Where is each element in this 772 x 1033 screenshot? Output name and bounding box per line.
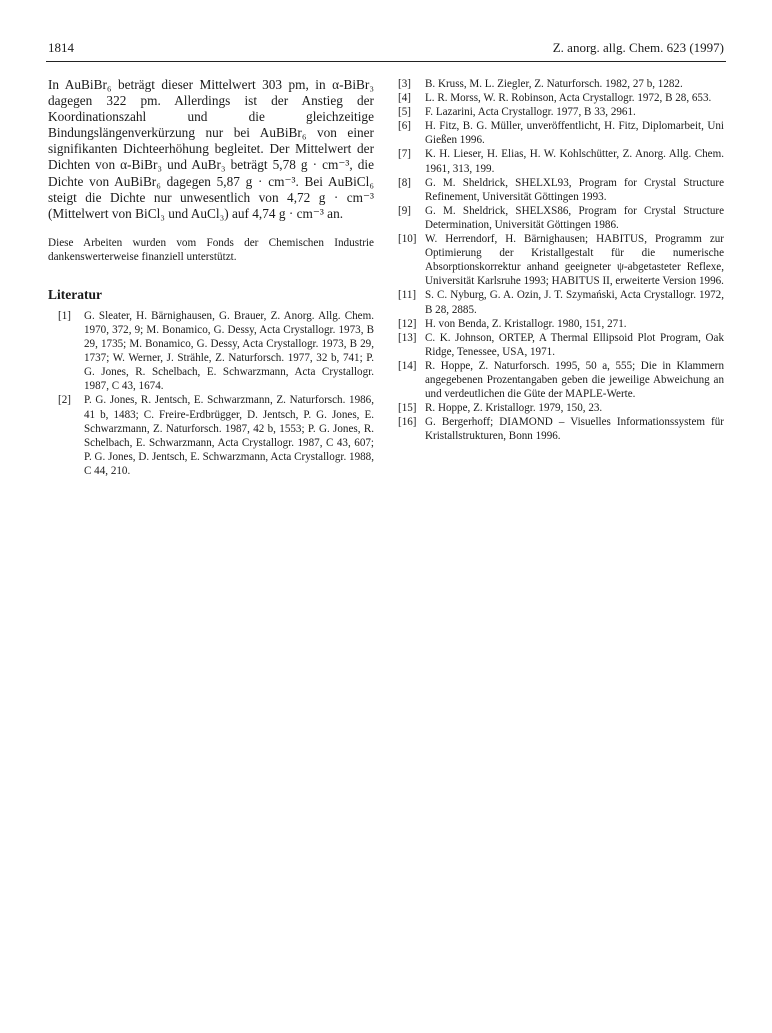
reference-number: [7] (398, 148, 411, 161)
reference-number: [6] (398, 120, 411, 133)
reference-item (398, 232, 724, 288)
reference-number: [2] (58, 394, 71, 407)
reference-number: [8] (398, 176, 411, 189)
reference-number: [15] (398, 402, 417, 415)
reference-item (48, 393, 374, 478)
body-paragraph: In AuBiBr₆ beträgt dieser Mittelwert 303 pm, in α-BiBr₃ dagegen 322 pm. Allerdings ist der Anstieg der Koordinationszahl und die gleichzeitige Bindungslängenverkürzung nur bei AuBiBr₆ von einer signifikanten Dichteerhöhung begleitet. Der Mittelwert der Dichten von α-BiBr₃ und AuBr₃ beträgt 5,78 g · cm⁻³, die Dichte von AuBiBr₆ dagegen 5,87 g · cm⁻³. Bei AuBiCl₆ steigt die Dichte nur unwesentlich von 4,72 g · cm⁻³ (Mittelwert von BiCl₃ und AuCl₃) auf 4,74 g · cm⁻³ an. (48, 77, 374, 221)
reference-number: [5] (398, 106, 411, 119)
reference-number: [4] (398, 92, 411, 105)
reference-text: S. C. Nyburg, G. A. Ozin, J. T. Szymański, Acta Crystallogr. 1972, B 28, 2885. (425, 289, 724, 316)
reference-number: [12] (398, 317, 417, 330)
reference-item (398, 91, 724, 105)
left-column (48, 77, 374, 478)
page-number: 1814 (48, 40, 74, 55)
reference-item (398, 415, 724, 443)
journal-header: Z. anorg. allg. Chem. 623 (1997) (552, 40, 724, 55)
reference-text: R. Hoppe, Z. Naturforsch. 1995, 50 a, 555; Die in Klammern angegebenen Prozentangaben geben die jeweilige Abweichung an und verdeutlichen die Güte der MAPLE-Werte. (425, 359, 724, 401)
reference-text: K. H. Lieser, H. Elias, H. W. Kohlschütter, Z. Anorg. Allg. Chem. 1961, 313, 199. (425, 148, 724, 175)
reference-number: [3] (398, 78, 411, 90)
reference-item (398, 119, 724, 147)
reference-number: [11] (398, 289, 417, 302)
reference-number: [13] (398, 331, 417, 344)
literature-heading: Literatur (48, 286, 102, 302)
reference-text: R. Hoppe, Z. Kristallogr. 1979, 150, 23. (425, 402, 603, 415)
reference-text: F. Lazarini, Acta Crystallogr. 1977, B 33, 2961. (425, 106, 636, 119)
reference-text: B. Kruss, M. L. Ziegler, Z. Naturforsch. 1982, 27 b, 1282. (425, 78, 683, 90)
reference-item (398, 401, 724, 415)
reference-item (398, 204, 724, 232)
right-column (398, 77, 724, 443)
reference-text: P. G. Jones, R. Jentsch, E. Schwarzmann, Z. Naturforsch. 1986, 41 b, 1483; C. Freire-Erdbrügger, D. Jentsch, P. G. Jones, E. Schwarzmann, Z. Naturforsch. 1987, 42 b, 1553; P. G. Jones, R. Schelbach, E. Schwarzmann, Acta Crystallogr. 1987, C 43, 607; P. G. Jones, D. Jentsch, E. Schwarzmann, Acta Crystallogr. 1988, C 44, 210. (84, 394, 374, 477)
reference-item (398, 147, 724, 175)
reference-text: G. M. Sheldrick, SHELXL93, Program for Crystal Structure Refinement, Universität Göttingen 1993. (425, 176, 724, 203)
reference-list-right (398, 77, 724, 443)
reference-item (398, 288, 724, 316)
reference-number: [14] (398, 359, 417, 372)
header-rule (46, 61, 726, 62)
reference-text: G. Bergerhoff; DIAMOND – Visuelles Informationssystem für Kristallstrukturen, Bonn 1996. (425, 416, 724, 443)
reference-list-left (48, 309, 374, 478)
reference-item (48, 309, 374, 394)
reference-number: [9] (398, 204, 411, 217)
reference-item (398, 176, 724, 204)
reference-item (398, 331, 724, 359)
reference-text: H. von Benda, Z. Kristallogr. 1980, 151, 271. (425, 317, 627, 330)
reference-text: G. Sleater, H. Bärnighausen, G. Brauer, Z. Anorg. Allg. Chem. 1970, 372, 9; M. Bonamico, G. Dessy, Acta Crystallogr. 1973, B 29, 1735; M. Bonamico, G. Dessy, Acta Crystallogr. 1973, B 29, 1737; W. Werner, J. Strähle, Z. Naturforsch. 1977, 32 b, 741; P. G. Jones, R. Schelbach, E. Schwarzmann, Acta Crystallogr. 1987, C 43, 1674. (84, 309, 374, 393)
reference-text: C. K. Johnson, ORTEP, A Thermal Ellipsoid Plot Program, Oak Ridge, Tenessee, USA, 1971. (425, 331, 724, 358)
reference-item (398, 359, 724, 401)
reference-text: W. Herrendorf, H. Bärnighausen; HABITUS, Programm zur Optimierung der Kristallgestalt für die numerische Absorptionskorrektur anhand geeigneter ψ-abgetasteter Reflexe, Universität Karlsruhe 1993; HABITUS II, erweiterte Version 1996. (425, 233, 724, 288)
reference-item (398, 105, 724, 119)
reference-item (398, 77, 724, 91)
reference-number: [1] (58, 309, 71, 322)
reference-number: [16] (398, 416, 417, 429)
reference-item (398, 317, 724, 331)
reference-text: L. R. Morss, W. R. Robinson, Acta Crystallogr. 1972, B 28, 653. (425, 92, 712, 105)
reference-text: G. M. Sheldrick, SHELXS86, Program for Crystal Structure Determination, Universität Göttingen 1986. (425, 204, 724, 231)
reference-number: [10] (398, 233, 417, 246)
acknowledgement: Diese Arbeiten wurden vom Fonds der Chemischen Industrie dankenswerterweise finanziell unterstützt. (48, 236, 374, 264)
reference-text: H. Fitz, B. G. Müller, unveröffentlicht, H. Fitz, Diplomarbeit, Uni Gießen 1996. (425, 120, 724, 147)
